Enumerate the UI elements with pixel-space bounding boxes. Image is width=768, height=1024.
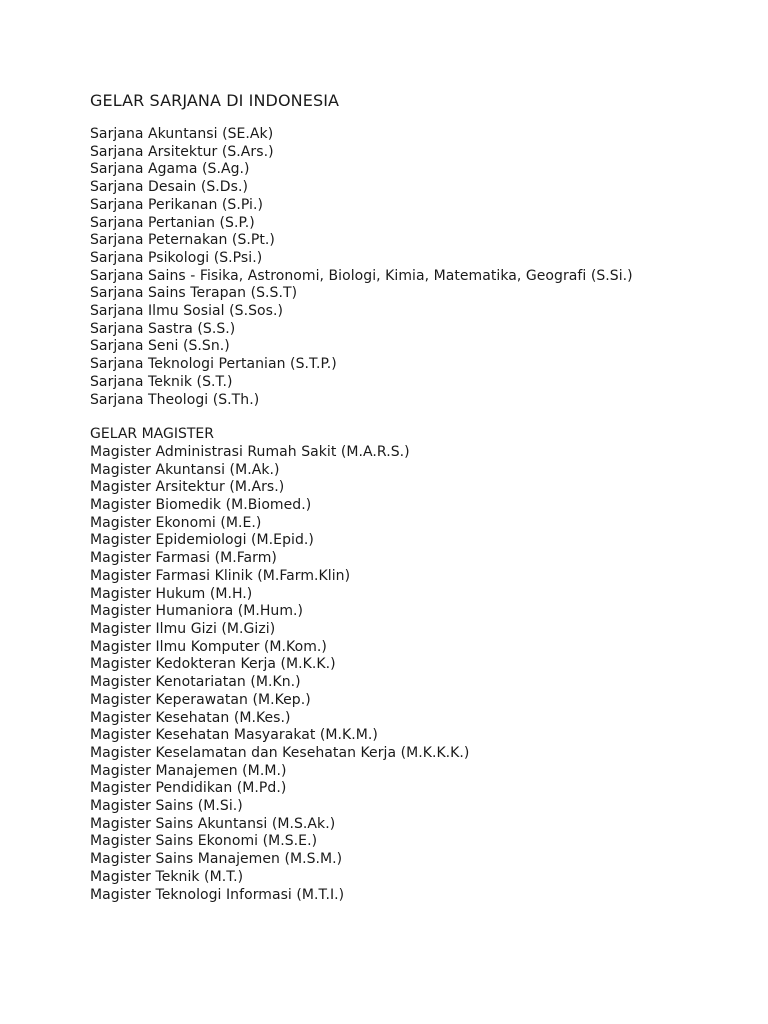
sarjana-degree-item: Sarjana Arsitektur (S.Ars.) [90, 143, 274, 160]
magister-degree-item: Magister Keselamatan dan Kesehatan Kerja (M.K.K.K.) [90, 744, 470, 761]
sarjana-degree-item: Sarjana Psikologi (S.Psi.) [90, 249, 263, 266]
magister-degree-item: Magister Sains (M.Si.) [90, 798, 243, 815]
magister-degree-item: Magister Administrasi Rumah Sakit (M.A.R.S.) [90, 443, 410, 460]
sarjana-degree-item: Sarjana Theologi (S.Th.) [90, 391, 260, 408]
magister-degree-item: Magister Keperawatan (M.Kep.) [90, 691, 311, 708]
page-title: GELAR SARJANA DI INDONESIA [90, 91, 340, 110]
magister-degree-item: Magister Kedokteran Kerja (M.K.K.) [90, 656, 336, 673]
magister-degree-item: Magister Farmasi (M.Farm) [90, 550, 277, 567]
magister-degree-item: Magister Sains Ekonomi (M.S.E.) [90, 833, 318, 850]
magister-degree-item: Magister Epidemiologi (M.Epid.) [90, 532, 314, 549]
sarjana-degree-item: Sarjana Sains - Fisika, Astronomi, Biologi, Kimia, Matematika, Geografi (S.Si.) [90, 267, 633, 284]
sarjana-degree-item: Sarjana Teknologi Pertanian (S.T.P.) [90, 356, 337, 373]
magister-degree-item: Magister Arsitektur (M.Ars.) [90, 479, 285, 496]
sarjana-degree-item: Sarjana Ilmu Sosial (S.Sos.) [90, 303, 283, 320]
sarjana-degree-item: Sarjana Teknik (S.T.) [90, 373, 233, 390]
magister-degree-item: Magister Kesehatan (M.Kes.) [90, 709, 291, 726]
magister-degree-item: Magister Ekonomi (M.E.) [90, 514, 262, 531]
sarjana-degree-item: Sarjana Seni (S.Sn.) [90, 338, 230, 355]
magister-degree-item: Magister Ilmu Komputer (M.Kom.) [90, 638, 327, 655]
sarjana-degree-item: Sarjana Agama (S.Ag.) [90, 161, 250, 178]
magister-degree-item: Magister Teknologi Informasi (M.T.I.) [90, 886, 345, 903]
magister-degree-item: Magister Akuntansi (M.Ak.) [90, 461, 280, 478]
magister-degree-item: Magister Kenotariatan (M.Kn.) [90, 674, 301, 691]
section-spacer [90, 409, 750, 426]
sarjana-degree-item: Sarjana Sastra (S.S.) [90, 320, 236, 337]
sarjana-degree-item: Sarjana Pertanian (S.P.) [90, 214, 255, 231]
magister-degree-item: Magister Hukum (M.H.) [90, 585, 253, 602]
sarjana-degree-item: Sarjana Sains Terapan (S.S.T) [90, 285, 298, 302]
sarjana-degree-list [90, 126, 750, 409]
sarjana-degree-item: Sarjana Peternakan (S.Pt.) [90, 232, 275, 249]
magister-degree-list [90, 444, 750, 904]
magister-degree-item: Magister Biomedik (M.Biomed.) [90, 497, 312, 514]
magister-degree-item: Magister Sains Manajemen (M.S.M.) [90, 851, 343, 868]
magister-degree-item: Magister Manajemen (M.M.) [90, 762, 287, 779]
magister-degree-item: Magister Humaniora (M.Hum.) [90, 603, 304, 620]
magister-degree-item: Magister Teknik (M.T.) [90, 868, 244, 885]
document-body [90, 90, 750, 904]
sarjana-degree-item: Sarjana Desain (S.Ds.) [90, 179, 248, 196]
magister-section-heading: GELAR MAGISTER [90, 426, 214, 443]
magister-degree-item: Magister Farmasi Klinik (M.Farm.Klin) [90, 567, 351, 584]
magister-degree-item: Magister Ilmu Gizi (M.Gizi) [90, 620, 276, 637]
magister-degree-item: Magister Kesehatan Masyarakat (M.K.M.) [90, 727, 378, 744]
magister-degree-item: Magister Pendidikan (M.Pd.) [90, 780, 287, 797]
magister-degree-item: Magister Sains Akuntansi (M.S.Ak.) [90, 815, 336, 832]
sarjana-degree-item: Sarjana Akuntansi (SE.Ak) [90, 126, 274, 142]
sarjana-degree-item: Sarjana Perikanan (S.Pi.) [90, 196, 263, 213]
